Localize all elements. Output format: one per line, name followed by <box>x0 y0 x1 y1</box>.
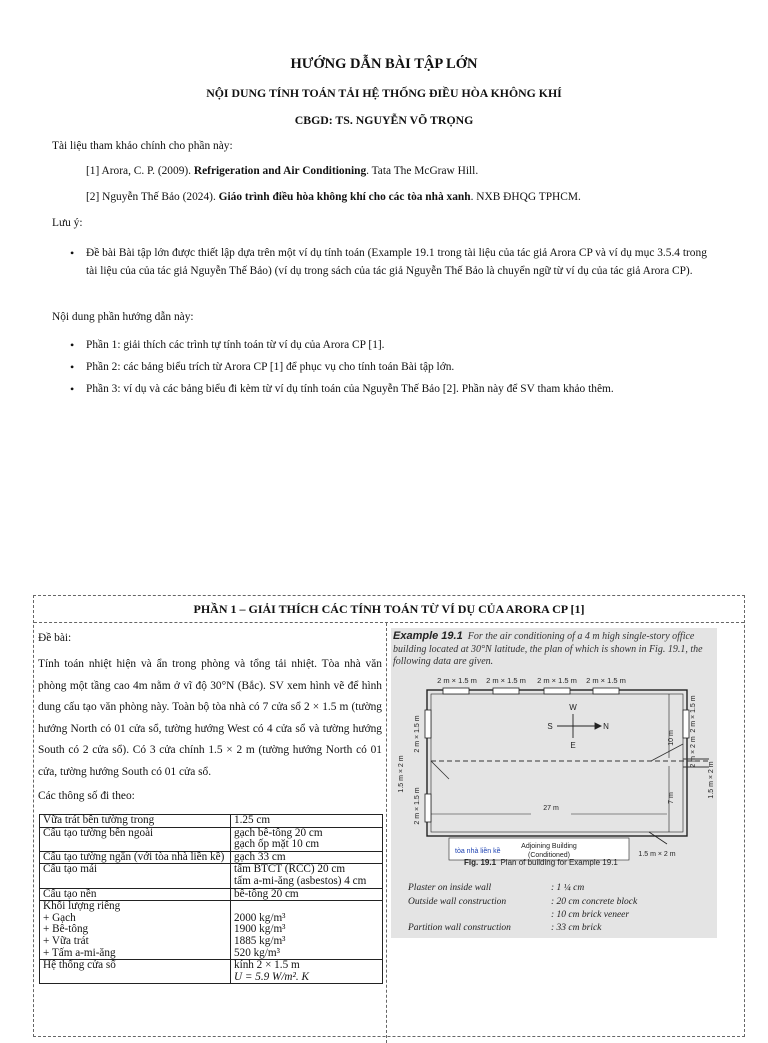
spec-value <box>231 827 383 851</box>
spec-key: Cấu tạo tường ngăn (với tòa nhà liền kề) <box>40 851 231 864</box>
column-divider <box>386 623 387 1043</box>
spec-value-line: tấm BTCT (RCC) 20 cm <box>234 863 346 876</box>
prop-value: : 33 cm brick <box>551 923 602 933</box>
spec-value-line: 520 kg/m³ <box>234 946 280 959</box>
window-north <box>493 688 519 694</box>
spec-value-line: U = 5.9 W/m². K <box>234 970 309 983</box>
figure-caption-text: Plan of building for Example 19.1 <box>500 858 618 867</box>
dim-7m: 7 m <box>668 792 675 804</box>
compass-e: E <box>570 741 576 750</box>
spec-key: Hệ thống cửa sổ <box>40 960 231 984</box>
spec-value-line: 2000 kg/m³ <box>234 911 286 924</box>
problem-paragraph: Tính toán nhiệt hiện và ẩn trong phòng và tổng tải nhiệt. Tòa nhà văn phòng một tầng cao 4m nằm ở vĩ độ 30°N (Bắc). SV xem hình vẽ để hình dung cấu tạo văn phòng này. Toàn bộ tòa nhà có 7 cửa sổ 2 × 1.5 m (tường hướng North có 01 cửa sổ, tường hướng West có 4 cửa sổ và tường hướng South có 2 cửa sổ). Có 3 cửa chính 1.5 × 2 m (tường hướng North có 01 cửa, tường hướng South có 01 cửa sổ. <box>38 658 382 778</box>
prop-key: Plaster on inside wall <box>408 883 492 893</box>
right-dim-label: 2 m × 1.5 m <box>690 695 697 733</box>
document-title: HƯỚNG DẪN BÀI TẬP LỚN <box>290 56 478 72</box>
dim-27m: 27 m <box>543 805 559 812</box>
table-row <box>40 827 383 851</box>
note-label: Lưu ý: <box>52 217 83 229</box>
window-label: 2 m × 1.5 m <box>437 676 477 685</box>
part1-box <box>33 595 745 1037</box>
note-bullet: • Đề bài Bài tập lớn được thiết lập dựa trên một ví dụ tính toán (Example 19.1 trong tài liệu của tác giả Arora CP và ví dụ mục 3.5.4 trong tài liệu của của tác giả Nguyễn Thế Bảo) (ví dụ trong sách của tác giả Nguyễn Thế Bảo là chuyển ngữ từ ví dụ của tác giả Arora CP). <box>68 244 716 280</box>
left-dim-label: 1.5 m × 2 m <box>398 755 405 793</box>
door-swing <box>431 761 449 779</box>
dim-10m: 10 m <box>668 730 675 746</box>
table-row <box>40 851 383 864</box>
spec-value-line <box>234 901 379 913</box>
prop-value: : 1 ¼ cm <box>551 883 585 893</box>
compass-w: W <box>569 703 577 712</box>
spec-value <box>231 864 383 888</box>
spec-value: bê-tông 20 cm <box>231 888 383 901</box>
part1-heading: PHẦN 1 – GIẢI THÍCH CÁC TÍNH TOÁN TỪ VÍ DỤ CỦA ARORA CP [1] <box>34 596 744 623</box>
content-bullet-3: • Phần 3: ví dụ và các bảng biểu đi kèm từ ví dụ tính toán của Nguyễn Thế Bảo [2]. Phần này để SV tham khảo thêm. <box>68 380 716 398</box>
bottom-door-label: 1.5 m × 2 m <box>638 851 676 858</box>
content-list <box>68 336 716 402</box>
window-label: 2 m × 1.5 m <box>537 676 577 685</box>
figure-caption-number: Fig. 19.1 <box>464 858 497 867</box>
reference-2-title: Giáo trình điều hòa không khí cho các tòa nhà xanh <box>218 191 471 203</box>
reference-item-1 <box>86 165 478 177</box>
door-swing <box>649 832 667 844</box>
instructor-line: CBGD: TS. NGUYỄN VÕ TRỌNG <box>294 113 474 127</box>
table-row <box>40 888 383 901</box>
right-dim-label: 1.5 m × 2 m <box>708 761 715 799</box>
spec-value-line: 1900 kg/m³ <box>234 923 286 936</box>
spec-value-line: kính 2 × 1.5 m <box>234 959 300 972</box>
document-subtitle: NỘI DUNG TÍNH TOÁN TẢI HỆ THỐNG ĐIỀU HÒA KHÔNG KHÍ <box>206 86 562 100</box>
door-swing <box>651 744 683 761</box>
reference-1-title: Refrigeration and Air Conditioning <box>193 165 367 177</box>
prop-value: : 10 cm brick veneer <box>551 910 630 920</box>
reference-2-post: . NXB ĐHQG TPHCM. <box>470 191 581 203</box>
spec-value-line: gạch bê-tông 20 cm <box>234 826 323 839</box>
params-label: Các thông số đi theo: <box>38 790 135 802</box>
note-list <box>68 244 716 284</box>
window-north <box>443 688 469 694</box>
prop-key: Partition wall construction <box>408 923 511 933</box>
de-bai-label: Đề bài: <box>38 632 72 644</box>
window-label: 2 m × 1.5 m <box>486 676 526 685</box>
compass-icon <box>557 714 601 738</box>
spec-key: Cấu tạo nền <box>40 888 231 901</box>
content-bullet-2: • Phần 2: các bảng biểu trích từ Arora CP [1] để phục vụ cho tính toán Bài tập lớn. <box>68 358 716 376</box>
reference-1-post: . Tata The McGraw Hill. <box>366 165 479 177</box>
reference-1-pre: [1] Arora, C. P. (2009). <box>86 165 194 177</box>
window-west <box>425 710 431 738</box>
spec-value-line: gạch ốp mặt 10 cm <box>234 838 320 851</box>
right-dim-label: 2 m × 2 m <box>690 736 697 768</box>
spec-key: Cấu tạo tường bên ngoài <box>40 827 231 851</box>
spec-key: Khối lượng riêng + Gạch + Bê-tông + Vữa trát + Tấm a-mi-ăng <box>40 901 231 960</box>
spec-table <box>39 814 383 984</box>
spec-value <box>231 901 383 960</box>
adjoining-label-vn: tòa nhà liền kề <box>455 848 501 855</box>
window-west <box>425 794 431 822</box>
reference-2-pre: [2] Nguyễn Thế Bảo (2024). <box>86 191 219 203</box>
example-label: Example 19.1 <box>393 630 463 642</box>
references-intro: Tài liệu tham khảo chính cho phần này: <box>52 140 233 152</box>
prop-value: : 20 cm concrete block <box>551 897 638 907</box>
window-label: 2 m × 1.5 m <box>586 676 626 685</box>
spec-value-line: tấm a-mi-ăng (asbestos) 4 cm <box>234 874 367 887</box>
table-row <box>40 864 383 888</box>
content-bullet-1: • Phần 1: giải thích các trình tự tính toán từ ví dụ của Arora CP [1]. <box>68 336 716 354</box>
compass-s: S <box>547 722 553 731</box>
building-plan-diagram <box>391 674 717 874</box>
spec-value-line: 1885 kg/m³ <box>234 934 286 947</box>
example-text <box>393 630 717 669</box>
table-row <box>40 901 383 960</box>
spec-value <box>231 960 383 984</box>
window-east <box>683 710 689 738</box>
adjoining-label-en2: (Conditioned) <box>527 852 571 859</box>
prop-key: Outside wall construction <box>408 897 507 907</box>
window-north <box>593 688 619 694</box>
example-description: For the air conditioning of a 4 m high single-story office building located at 30°N latitude, the plan of which is shown in Fig. 19.1, the following data are given. <box>393 631 703 667</box>
spec-key: Cấu tạo mái <box>40 864 231 888</box>
table-row <box>40 815 383 828</box>
figure-caption <box>464 858 618 867</box>
left-dim-label: 2 m × 1.5 m <box>414 715 421 753</box>
spec-value: 1.25 cm <box>231 815 383 828</box>
adjoining-label-en: Adjoining Building <box>521 843 577 850</box>
reference-item-2 <box>86 191 581 203</box>
compass-n: N <box>603 722 609 731</box>
content-label: Nội dung phần hướng dẫn này: <box>52 311 194 323</box>
table-row <box>40 960 383 984</box>
left-dim-label: 2 m × 1.5 m <box>414 787 421 825</box>
spec-key: Vữa trát bên tường trong <box>40 815 231 828</box>
spec-value: gạch 33 cm <box>231 851 383 864</box>
window-north <box>544 688 570 694</box>
